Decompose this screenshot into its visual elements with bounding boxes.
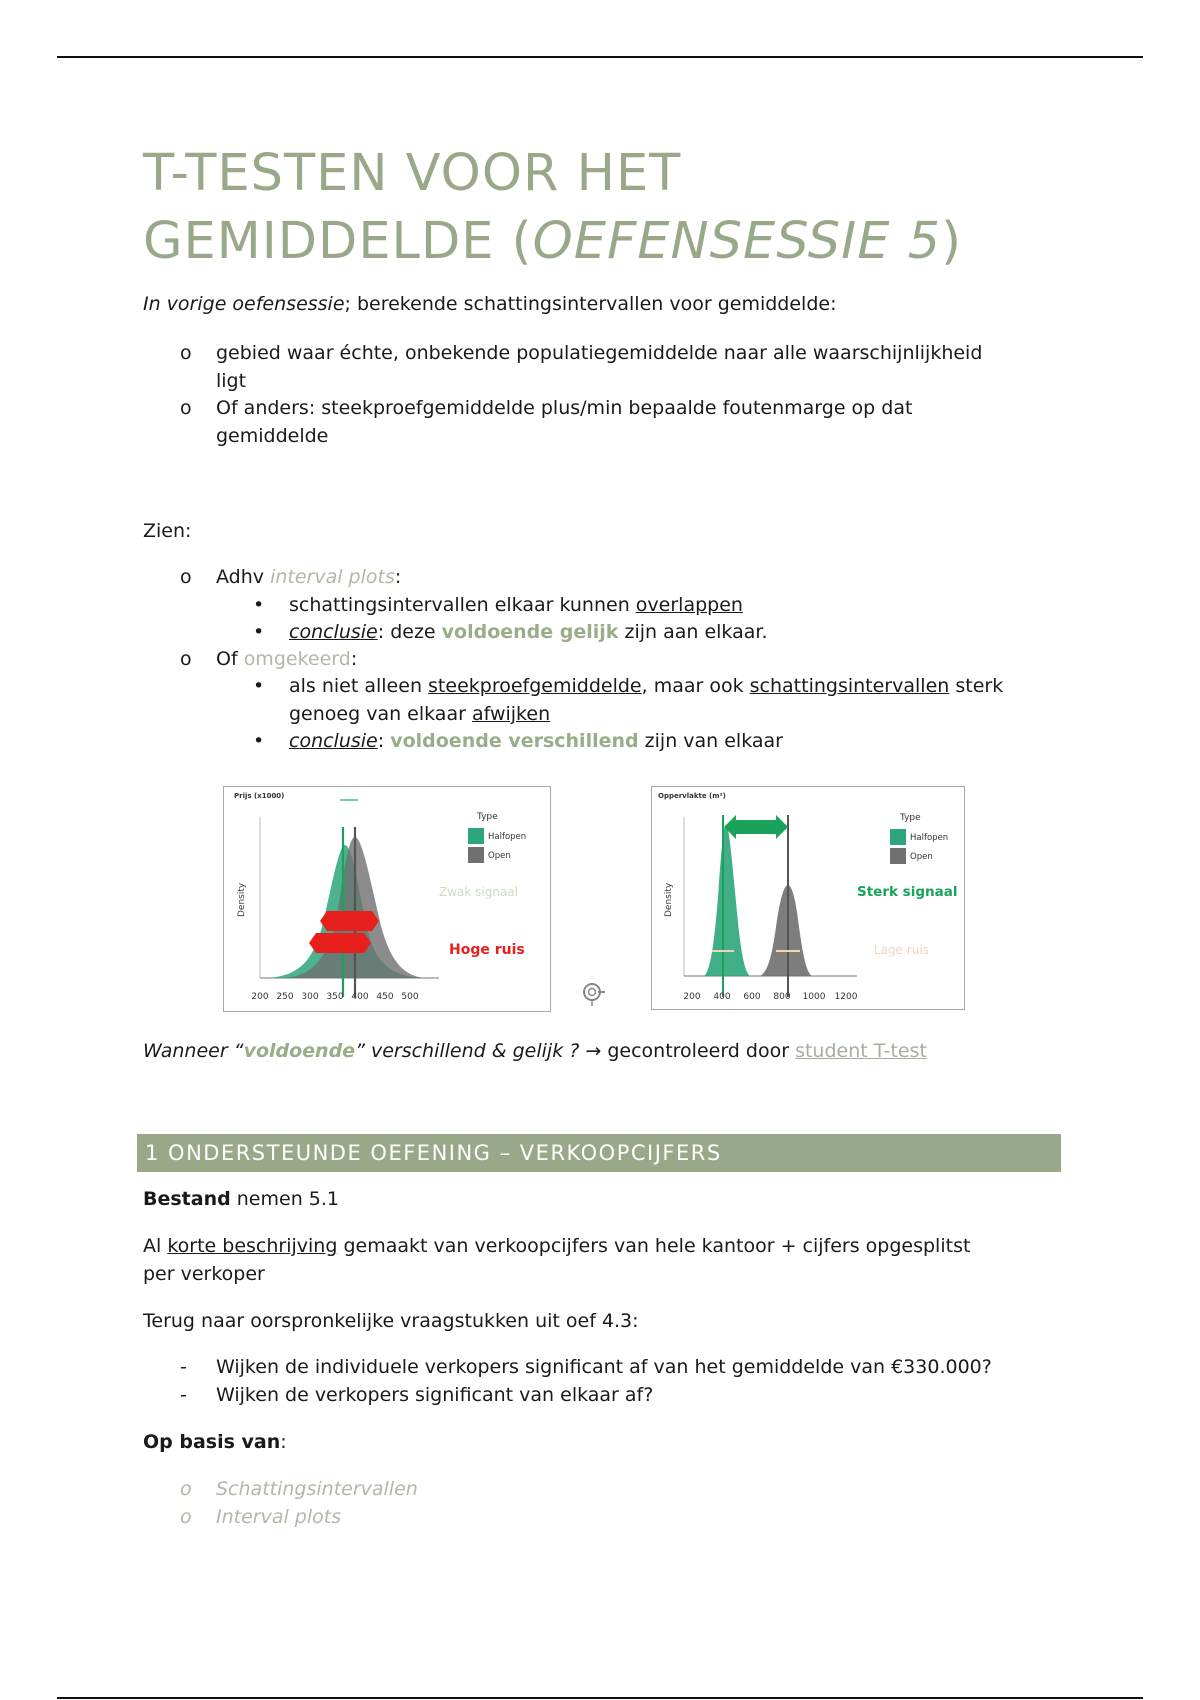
right-tick: 400 [713, 992, 731, 1002]
zien-b1-post: sterk [949, 675, 1004, 697]
conclusie-term-2: conclusie [289, 730, 378, 752]
bullet-marker: • [253, 621, 265, 643]
left-plot-top-label: Prijs (x1000) [234, 792, 285, 800]
dash-marker: - [180, 1356, 187, 1378]
density-plot-right-svg [652, 787, 964, 1009]
intro-bullet-1-line1: gebied waar échte, onbekende populatiegemiddelde naar alle waarschijnlijkheid [216, 342, 983, 364]
basis-item-text: Schattingsintervallen [216, 1478, 418, 1500]
al-post: gemaakt van verkoopcijfers van hele kantoor + cijfers opgesplitst [337, 1235, 971, 1257]
left-tick: 350 [326, 992, 344, 1002]
voldoende-gelijk-highlight: voldoende gelijk [441, 621, 619, 643]
al-paragraph-line2: per verkoper [143, 1263, 265, 1285]
bullet-marker: • [253, 675, 265, 697]
basis-item-text: Interval plots [216, 1506, 342, 1528]
question-text: Wijken de individuele verkopers significant af van het gemiddelde van €330.000? [216, 1356, 992, 1378]
left-noise-label: Hoge ruis [449, 942, 525, 958]
intro-bullet-2-line1: Of anders: steekproefgemiddelde plus/min bepaalde foutenmarge op dat [216, 397, 913, 419]
title-line-1: T-TESTEN VOOR HET [143, 144, 682, 203]
bullet-marker: o [180, 397, 192, 419]
title-line-2-pre: GEMIDDELDE ( [143, 212, 533, 271]
zien-b-post: : [350, 648, 358, 670]
left-legend-open: Open [488, 851, 511, 861]
wanneer-mid: ” verschillend & gelijk ? [355, 1040, 586, 1062]
omgekeerd-term: omgekeerd [243, 648, 351, 670]
left-legend-title: Type [477, 812, 498, 822]
wanneer-post: gecontroleerd door [601, 1040, 796, 1062]
intro-paragraph [143, 290, 836, 318]
left-red-arrow-bottom [309, 933, 371, 953]
title-line-2-italic: OEFENSESSIE 5 [532, 212, 942, 271]
page-title [143, 140, 962, 276]
right-legend-swatch-halfopen [890, 829, 906, 845]
right-plot-ticks [683, 992, 857, 1002]
right-noise-label: Lage ruis [874, 943, 929, 957]
conclusie-term: conclusie [289, 621, 378, 643]
zien-a1-pre: schattingsintervallen elkaar kunnen [289, 594, 636, 616]
right-tick: 1200 [834, 992, 858, 1002]
left-tick: 200 [251, 992, 269, 1002]
schattingsintervallen-term: schattingsintervallen [749, 675, 950, 697]
dash-marker: - [180, 1384, 187, 1406]
right-legend-halfopen: Halfopen [910, 833, 949, 843]
al-paragraph [143, 1232, 970, 1260]
right-signal-label: Sterk signaal [857, 884, 958, 900]
voldoende-verschillend-highlight: voldoende verschillend [390, 730, 639, 752]
bullet-marker: o [180, 648, 192, 670]
right-tick: 1000 [802, 992, 826, 1002]
student-t-test-link[interactable]: student T-test [795, 1040, 927, 1062]
intro-rest: ; berekende schattingsintervallen voor gemiddelde: [344, 293, 837, 315]
opbasis-line [143, 1428, 287, 1456]
zien-a2-mid: : deze [377, 621, 442, 643]
left-plot-density-label: Density [237, 882, 247, 917]
zien-b-pre: Of [216, 648, 244, 670]
title-line-2-post: ) [941, 212, 963, 271]
right-green-arrow [724, 815, 788, 839]
voldoende-highlight: voldoende [243, 1040, 356, 1062]
left-tick: 500 [401, 992, 419, 1002]
left-tick: 400 [351, 992, 369, 1002]
section-heading: 1 ONDERSTEUNDE OEFENING – VERKOOPCIJFERS [137, 1134, 1061, 1172]
bullet-marker: o [180, 342, 192, 364]
resize-handle-icon [581, 980, 607, 1006]
opbasis-bold: Op basis van [143, 1431, 281, 1453]
intro-italic: In vorige oefensessie [143, 293, 345, 315]
overlappen-term: overlappen [635, 594, 743, 616]
right-halfopen-density [704, 825, 750, 976]
zien-b2-post: zijn van elkaar [638, 730, 783, 752]
right-legend-swatch-open [890, 848, 906, 864]
right-arrow-icon: → [585, 1040, 602, 1062]
density-plot-right [651, 786, 965, 1010]
interval-plots-term: interval plots [270, 566, 395, 588]
right-legend-title: Type [900, 813, 921, 823]
left-red-arrow-top [320, 911, 379, 931]
wanneer-line [143, 1037, 927, 1065]
bottom-rule [57, 1697, 1143, 1699]
density-plot-left-svg [224, 787, 550, 1011]
left-tick: 450 [376, 992, 394, 1002]
bestand-rest: nemen 5.1 [230, 1188, 339, 1210]
left-signal-label: Zwak signaal [439, 885, 519, 899]
right-tick: 200 [683, 992, 701, 1002]
zien-b2-mid: : [377, 730, 391, 752]
bullet-marker: • [253, 594, 265, 616]
zien-b1-pre: als niet alleen [289, 675, 429, 697]
zien-b1-line2-pre: genoeg van elkaar [289, 703, 472, 725]
right-plot-top-label: Oppervlakte (m²) [658, 792, 726, 800]
zien-b1-mid: , maar ook [641, 675, 750, 697]
right-legend-open: Open [910, 852, 933, 862]
right-tick: 800 [773, 992, 791, 1002]
density-plot-left [223, 786, 551, 1012]
terug-paragraph: Terug naar oorspronkelijke vraagstukken uit oef 4.3: [143, 1310, 639, 1332]
right-open-density [760, 885, 812, 976]
right-plot-density-label: Density [664, 882, 674, 917]
left-legend-swatch-halfopen [468, 828, 484, 844]
left-legend-swatch-open [468, 847, 484, 863]
zien-a2-post: zijn aan elkaar. [618, 621, 768, 643]
question-text: Wijken de verkopers significant van elkaar af? [216, 1384, 654, 1406]
bullet-marker: o [180, 1506, 192, 1528]
left-tick: 300 [301, 992, 319, 1002]
intro-bullet-1-line2: ligt [216, 370, 247, 392]
zien-a-pre: Adhv [216, 566, 271, 588]
bestand-line [143, 1185, 339, 1213]
right-tick: 600 [743, 992, 761, 1002]
zien-a-post: : [394, 566, 402, 588]
bestand-bold: Bestand [143, 1188, 231, 1210]
left-legend-halfopen: Halfopen [488, 832, 527, 842]
wanneer-pre: Wanneer “ [143, 1040, 244, 1062]
zien-label: Zien: [143, 520, 192, 542]
steekproefgemiddelde-term: steekproefgemiddelde [428, 675, 642, 697]
al-pre: Al [143, 1235, 168, 1257]
bullet-marker: o [180, 566, 192, 588]
korte-beschrijving-term: korte beschrijving [167, 1235, 338, 1257]
top-rule [57, 56, 1143, 58]
left-tick: 250 [276, 992, 294, 1002]
opbasis-rest: : [280, 1431, 287, 1453]
afwijken-term: afwijken [471, 703, 551, 725]
bullet-marker: • [253, 730, 265, 752]
bullet-marker: o [180, 1478, 192, 1500]
intro-bullet-2-line2: gemiddelde [216, 425, 329, 447]
left-plot-ticks [251, 992, 418, 1002]
